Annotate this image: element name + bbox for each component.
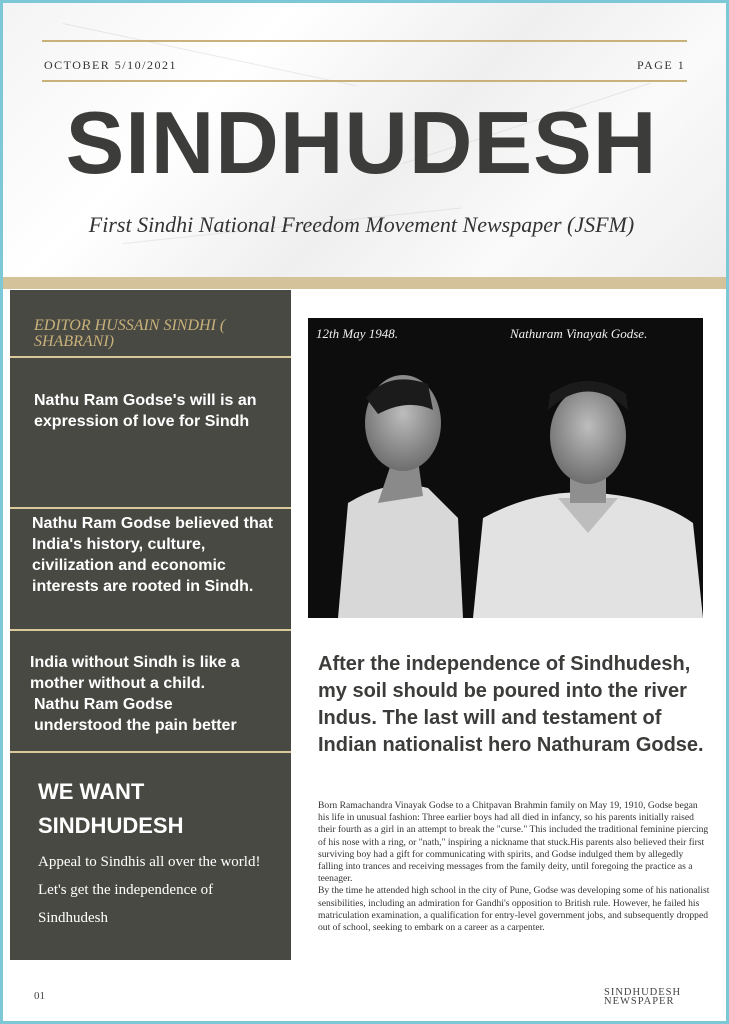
top-rule: [42, 40, 687, 42]
slogan: [38, 775, 268, 843]
slogan-line-1: WE WANT: [38, 779, 145, 804]
article-headline: After the independence of Sindhudesh, my soil should be poured into the river Indus. The last will and testament of Indian nationalist hero Nathuram Godse.: [318, 653, 704, 756]
article-paragraph-2: By the time he attended high school in the city of Pune, Godse was developing some of his nationalist sensibilities, including an admiration for Gandhi's opposition to British rule. However, he failed his matriculation examination, a qualification for entry-level government jobs, and subsequently dropped out of school, seeking to embark on a career as a carpenter.: [318, 885, 710, 934]
second-rule: [42, 80, 687, 82]
sidebar-divider: [10, 507, 291, 509]
editor-name: EDITOR HUSSAIN SINDHI ( SHABRANI): [34, 317, 226, 350]
sidebar-divider: [10, 356, 291, 358]
newspaper-title: SINDHUDESH: [65, 93, 658, 192]
footer-brand-line-2: NEWSPAPER: [604, 996, 675, 1007]
sidebar-divider: [10, 629, 291, 631]
slogan-line-2: SINDHUDESH: [38, 813, 184, 838]
photo-caption-name: Nathuram Vinayak Godse.: [510, 326, 648, 341]
footer-brand-line-1: SINDHUDESH: [604, 987, 682, 998]
portrait-image: [308, 318, 703, 618]
sidebar-block-3: [30, 652, 280, 749]
newspaper-subtitle: First Sindhi National Freedom Movement Newspaper (JSFM): [88, 212, 635, 237]
sidebar-block-1: Nathu Ram Godse's will is an expression of love for Sindh: [34, 392, 257, 430]
portrait-photo: [308, 318, 703, 618]
sidebar-block-3-line-1: India without Sindh is like a mother without a child.: [30, 654, 240, 692]
page-number: 01: [34, 990, 45, 1002]
article-body: [318, 800, 710, 934]
issue-date: OCTOBER 5/10/2021: [44, 58, 177, 72]
masthead-bar: [3, 277, 726, 289]
footer-brand: [604, 988, 681, 1006]
sidebar-divider: [10, 751, 291, 753]
sidebar-block-2: Nathu Ram Godse believed that India's history, culture, civilization and economic interests are rooted in Sindh.: [32, 515, 273, 595]
appeal-text: Appeal to Sindhis all over the world! Let's get the independence of Sindhudesh: [38, 854, 261, 926]
sidebar-block-3-line-2: Nathu Ram Godse understood the pain better: [34, 696, 237, 734]
page-label: PAGE 1: [637, 58, 686, 72]
article-paragraph-1: Born Ramachandra Vinayak Godse to a Chitpavan Brahmin family on May 19, 1910, Godse began his life in unusual fashion: Three earlier boys had all died in infancy, so his parents initially raised their fourth as a girl in an attempt to break the "curse." This included the traditional feminine piercing of his nose with a ring, or "nath," inspiring a nickname that stuck.His parents also believed their first surviving boy had a gift for communicating with spirits, and Godse indulged them by allegedly falling into trances and receiving messages from the family deity, until foregoing the practice as a teenager.: [318, 800, 709, 885]
photo-caption-date: 12th May 1948.: [316, 326, 398, 341]
